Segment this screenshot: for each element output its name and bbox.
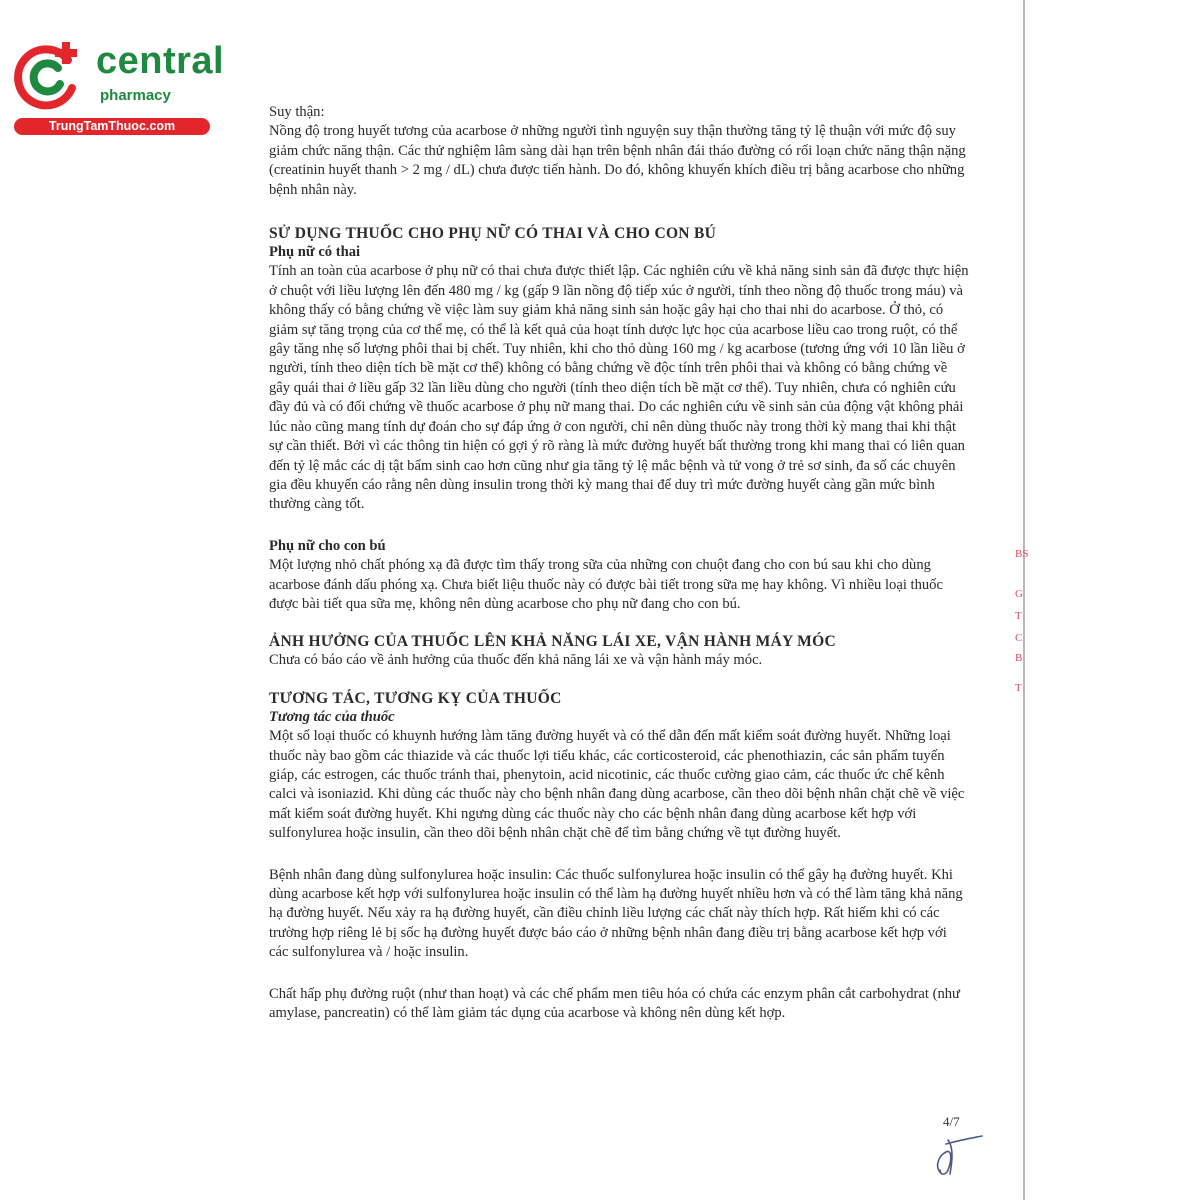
- interactions-paragraph-3: Chất hấp phụ đường ruột (như than hoạt) và các chế phẩm men tiêu hóa có chứa các enzym phân cắt carbohydrat (như amylase, pancreatin) có thể làm giảm tác dụng của acarbose và không nên dùng kết hợp.: [269, 985, 960, 1022]
- red-stamp-edge: [1012, 548, 1029, 716]
- logo-brand-name: central: [96, 40, 225, 82]
- interactions-paragraph-2: Bệnh nhân đang dùng sulfonylurea hoặc insulin: Các thuốc sulfonylurea hoặc insulin có thể gây hạ đường huyết. Khi dùng acarbose kết hợp với sulfonylurea hoặc insulin có thể làm hạ đường huyết nhiều hơn và có thể làm tăng khả năng hạ đường huyết. Nếu xảy ra hạ đường huyết, cần điều chỉnh liều lượng các chất này thích hợp. Rất hiếm khi có các trường hợp riêng lẻ bị sốc hạ đường huyết được báo cáo ở những bệnh nhân đang điều trị bằng acarbose kết hợp với các sulfonylurea và / hoặc insulin.: [269, 866, 963, 961]
- interactions-heading: TƯƠNG TÁC, TƯƠNG KỴ CỦA THUỐC: [269, 689, 562, 707]
- logo-website: TrungTamThuoc.com: [14, 118, 210, 135]
- stamp-glyph: G: [1015, 588, 1023, 600]
- stamp-glyph: C: [1015, 632, 1023, 644]
- pregnancy-heading: SỬ DỤNG THUỐC CHO PHỤ NỮ CÓ THAI VÀ CHO CON BÚ: [269, 225, 717, 243]
- renal-title: Suy thận:: [269, 104, 325, 120]
- pharmacy-cross-logo-icon: [10, 38, 92, 118]
- driving-heading: ẢNH HƯỞNG CỦA THUỐC LÊN KHẢ NĂNG LÁI XE, VẬN HÀNH MÁY MÓC: [269, 633, 836, 651]
- pregnant-paragraph-2: không thấy có bằng chứng về việc làm suy giảm khả năng sinh sản hoặc gây hại cho thai nhi do acarbose. Ở thỏ, có giảm sự tăng trọng của cơ thể mẹ, có thể là kết quả của hoạt tính dược lực học của acarbose liều cao trong ruột, có thể gây tăng nhẹ số lượng phôi thai bị chết. Tuy nhiên, khi cho thỏ dùng 160 mg / kg acarbose (tương ứng với 10 lần liều ở người, tính theo diện tích bề mặt cơ thể) không có bằng chứng về độc tính trên phôi thai và không có bằng chứng về gây quái thai ở liều gấp 32 lần liều dùng cho người (tính theo diện tích bề mặt cơ thể). Tuy nhiên, chưa có nghiên cứu đầy đủ và có đối chứng về thuốc acarbose ở phụ nữ mang thai. Do các nghiên cứu về sinh sản của động vật không phải lúc nào cũng mang tính dự đoán cho sự đáp ứng ở con người, chỉ nên dùng thuốc này trong thời kỳ mang thai khi thật sự cần thiết. Bởi vì các thông tin hiện có gợi ý rõ ràng là mức đường huyết bất thường trong khi mang thai có liên quan đến tỷ lệ mắc các dị tật bẩm sinh cao hơn cũng như gia tăng tỷ lệ mắc bệnh và tử vong ở trẻ sơ sinh, đa số các chuyên gia đều khuyến cáo rằng nên dùng insulin trong thời kỳ mang thai để duy trì mức đường huyết càng gần mức bình thường càng tốt.: [269, 302, 965, 513]
- stamp-glyph: T: [1015, 682, 1022, 694]
- interactions-paragraph-1: Một số loại thuốc có khuynh hướng làm tăng đường huyết và có thể dẫn đến mất kiểm soát đường huyết. Những loại thuốc này bao gồm các thiazide và các thuốc lợi tiểu khác, các corticosteroid, các phenothiazin, các sản phẩm tuyến giáp, các estrogen, các thuốc tránh thai, phenytoin, acid nicotinic, các thuốc cường giao cảm, các thuốc ức chế kênh calci và isoniazid. Khi dùng các thuốc này cho bệnh nhân đang dùng acarbose, cần theo dõi bệnh nhân chặt chẽ về việc mất kiểm soát đường huyết. Khi ngưng dùng các thuốc này cho các bệnh nhân đang dùng acarbose kết hợp với sulfonylurea hoặc insulin, cần theo dõi bệnh nhân chặt chẽ để tìm bằng chứng về tụt đường huyết.: [269, 728, 965, 842]
- interactions-subtitle: Tương tác của thuốc: [269, 708, 395, 725]
- lactation-body: Một lượng nhỏ chất phóng xạ đã được tìm thấy trong sữa của những con chuột đang cho con bú sau khi cho dùng acarbose đánh dấu phóng xạ. Chưa biết liệu thuốc này có được bài tiết trong sữa mẹ hay không. Vì nhiều loại thuốc được bài tiết qua sữa mẹ, không nên dùng acarbose cho phụ nữ đang cho con bú.: [269, 557, 943, 612]
- pregnant-paragraph-1: Tính an toàn của acarbose ở phụ nữ có thai chưa được thiết lập. Các nghiên cứu về khả năng sinh sản đã được thực hiện ở chuột với liều lượng lên đến 480 mg / kg (gấp 9 lần nồng độ tiếp xúc ở người, tính theo nồng độ thuốc trong máu) và: [269, 263, 969, 299]
- lactation-subtitle: Phụ nữ cho con bú: [269, 537, 386, 554]
- pregnant-subtitle: Phụ nữ có thai: [269, 244, 361, 261]
- driving-body: Chưa có báo cáo về ảnh hưởng của thuốc đến khả năng lái xe và vận hành máy móc.: [269, 652, 763, 669]
- stamp-glyph: BS: [1015, 548, 1029, 560]
- renal-body: Nồng độ trong huyết tương của acarbose ở những người tình nguyện suy thận thường tăng tỷ lệ thuận với mức độ suy giảm chức năng thận. Các thử nghiệm lâm sàng dài hạn trên bệnh nhân đái tháo đường có rối loạn chức năng thận nặng (creatinin huyết thanh > 2 mg / dL) chưa được tiến hành. Do đó, không khuyến khích điều trị bằng acarbose cho những bệnh nhân này.: [269, 123, 966, 198]
- stamp-glyph: T: [1015, 610, 1022, 622]
- document-content: [269, 103, 969, 1023]
- stamp-glyph: B: [1015, 652, 1023, 664]
- page-number: 4/7: [943, 1114, 960, 1129]
- central-pharmacy-logo[interactable]: [10, 38, 225, 138]
- logo-subtitle: pharmacy: [100, 87, 171, 104]
- handwritten-signature: [928, 1130, 988, 1180]
